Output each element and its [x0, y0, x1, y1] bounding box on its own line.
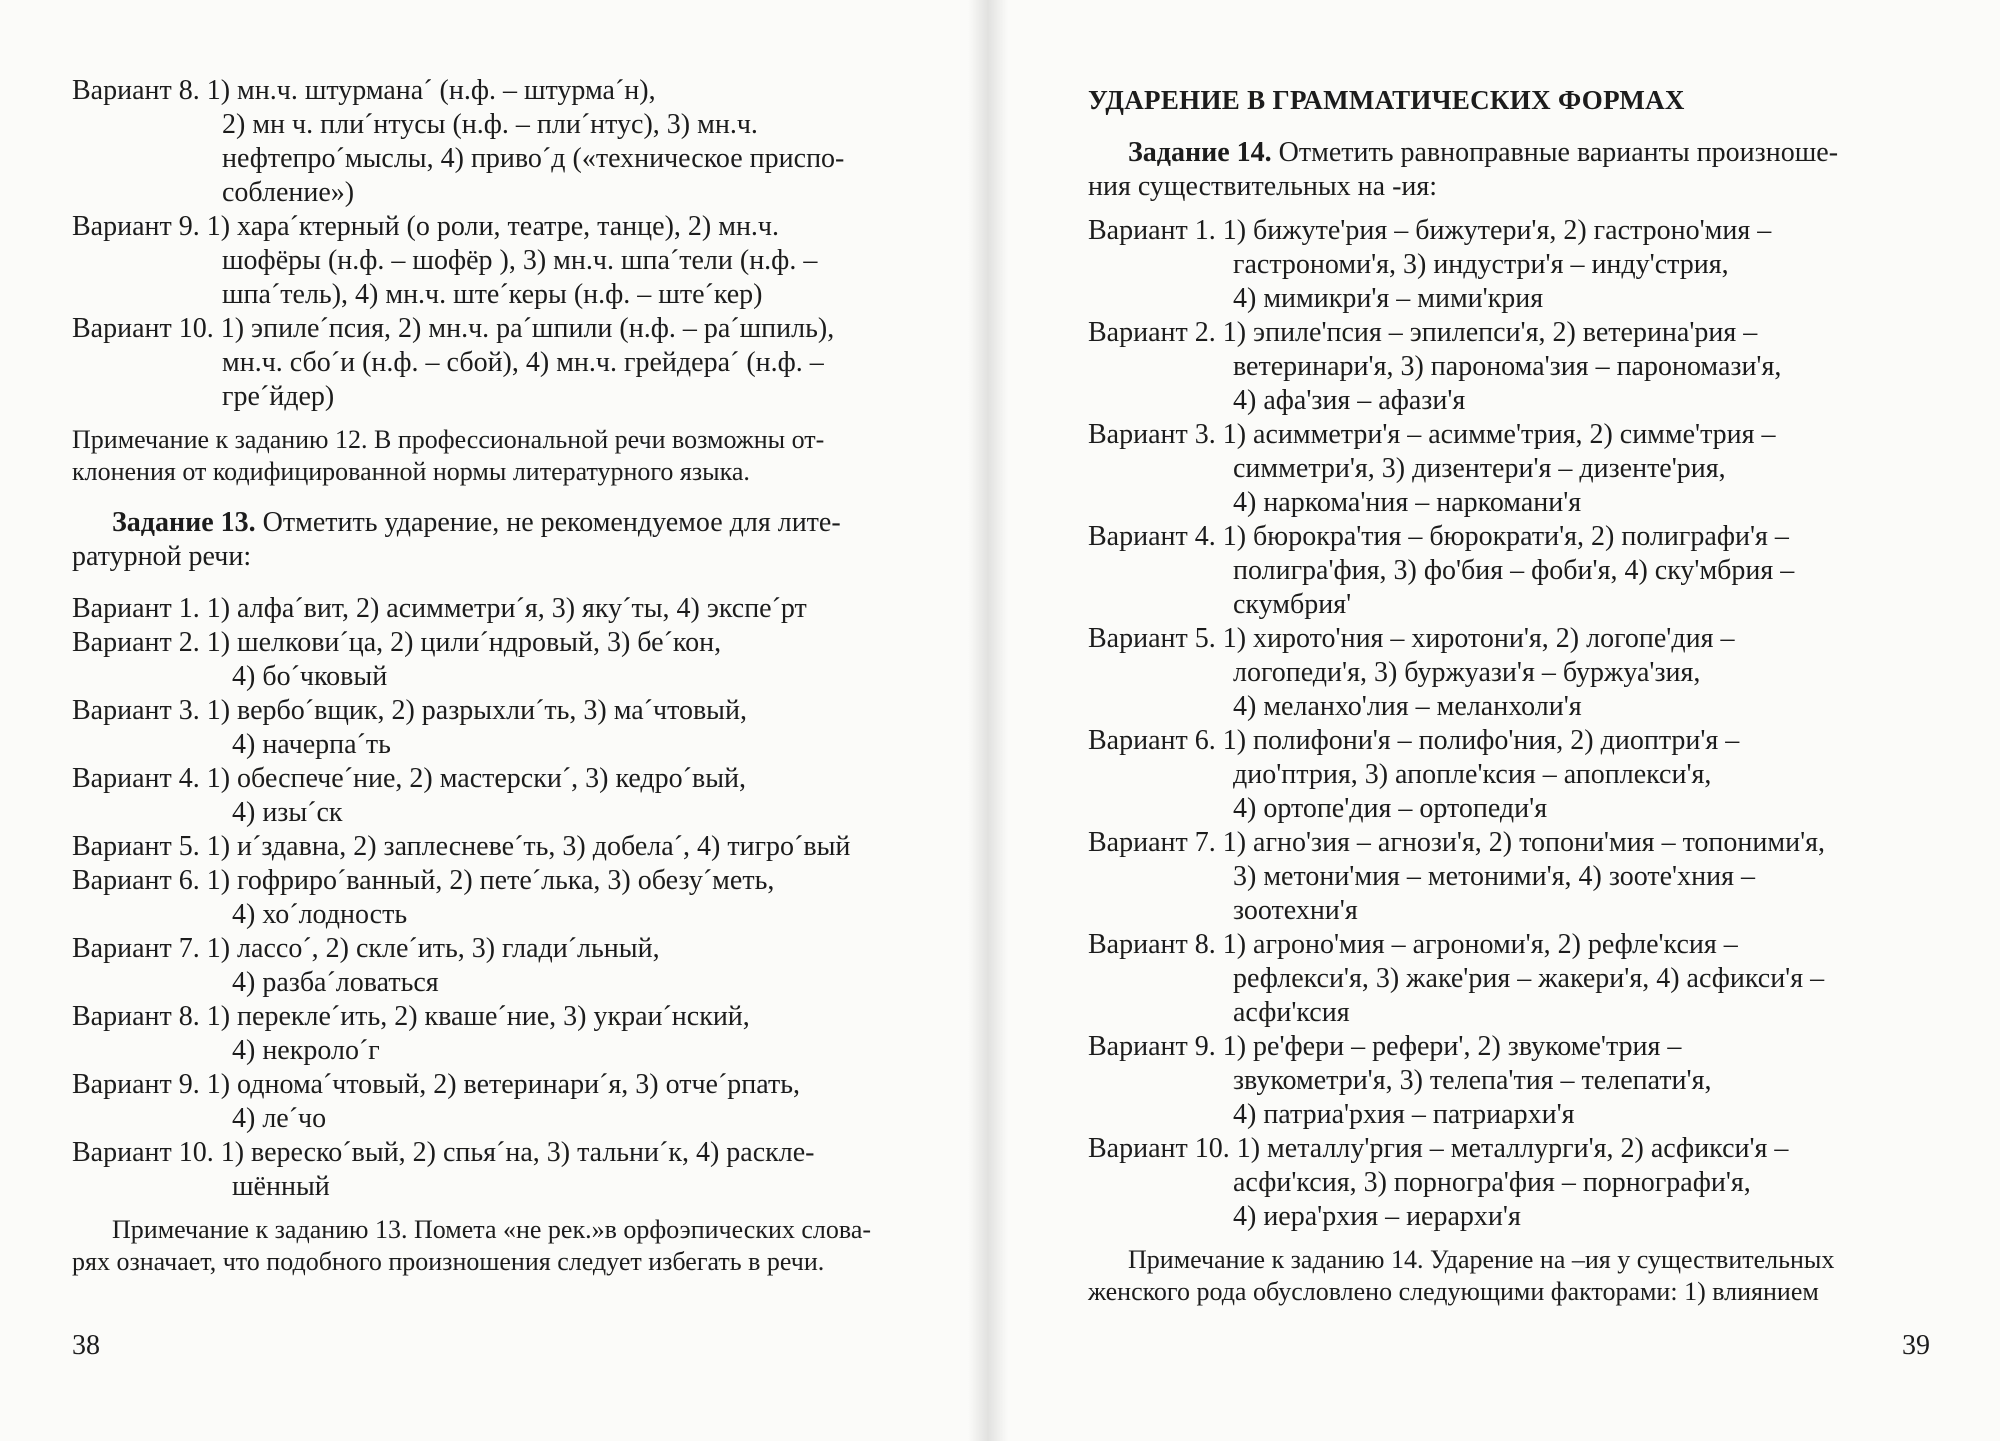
variant-14-line: 3) метони'мия – метоними'я, 4) зооте'хния – [1233, 861, 1755, 892]
variant-line: нефтепро´мыслы, 4) приво´д («техническое приспо- [222, 143, 845, 174]
variant-line: мн.ч. сбо´и (н.ф. – сбой), 4) мн.ч. грейдера´ (н.ф. – [222, 347, 824, 378]
note-12-line: клонения от кодифицированной нормы литературного языка. [72, 457, 750, 486]
variant-13-line: Вариант 5. 1) и´здавна, 2) заплесневе´ть, 3) добела´, 4) тигро´вый [72, 831, 851, 862]
variant-14-line: Вариант 9. 1) ре'фери – рефери', 2) звукоме'трия – [1088, 1031, 1682, 1062]
variant-14-line: гастрономи'я, 3) индустри'я – инду'стрия, [1233, 249, 1729, 280]
variant-14-line: 4) меланхо'лия – меланхоли'я [1233, 691, 1582, 722]
spacer [1088, 1234, 1930, 1244]
task-13-text-cont: ратурной речи: [72, 541, 252, 572]
variant-14-line: полигра'фия, 3) фо'бия – фоби'я, 4) ску'мбрия – [1233, 555, 1795, 586]
note-14-line: Примечание к заданию 14. Ударение на –ия у существительных [1128, 1245, 1835, 1274]
variant-14-line: 4) афа'зия – афази'я [1233, 385, 1466, 416]
note-13-line: Примечание к заданию 13. Помета «не рек.»в орфоэпических слова- [112, 1215, 872, 1244]
variant-14-line: звукометри'я, 3) телепа'тия – телепати'я, [1233, 1065, 1712, 1096]
variant-13-line: шённый [232, 1171, 330, 1202]
variant-line: Вариант 9. 1) хара´ктерный (о роли, театре, танце), 2) мн.ч. [72, 211, 780, 242]
variant-14-line: Вариант 5. 1) хирото'ния – хиротони'я, 2) логопе'дия – [1088, 623, 1735, 654]
variant-13-line: Вариант 6. 1) гофриро´ванный, 2) пете´лька, 3) обезу´меть, [72, 865, 775, 896]
task-13-label: Задание 13. [112, 507, 256, 538]
variant-line: собление») [222, 177, 355, 208]
variant-14-line: 4) иера'рхия – иерархи'я [1233, 1201, 1521, 1232]
note-13-line: рях означает, что подобного произношения следует избегать в речи. [72, 1247, 825, 1276]
left-page [0, 0, 988, 1441]
variant-line: 2) мн ч. пли´нтусы (н.ф. – пли´нтус), 3) мн.ч. [222, 109, 758, 140]
variant-14-line: ветеринари'я, 3) паронома'зия – парономази'я, [1233, 351, 1782, 382]
variant-13-line: 4) ле´чо [232, 1103, 327, 1134]
variant-13-line: Вариант 10. 1) вереско´вый, 2) спья´на, 3) тальни´к, 4) раскле- [72, 1137, 815, 1168]
book-gutter [968, 0, 1008, 1441]
spacer [72, 488, 928, 506]
variant-line: Вариант 10. 1) эпиле´псия, 2) мн.ч. ра´шпили (н.ф. – ра´шпиль), [72, 313, 835, 344]
note-14-line: женского рода обусловлено следующими факторами: 1) влиянием [1088, 1277, 1819, 1306]
task-13-text: Отметить ударение, не рекомендуемое для лите- [262, 507, 841, 538]
variant-14-line: дио'птрия, 3) апопле'ксия – апоплекси'я, [1233, 759, 1712, 790]
section-heading: УДАРЕНИЕ В ГРАММАТИЧЕСКИХ ФОРМАХ [1088, 85, 1685, 115]
task-13-heading [72, 506, 928, 540]
variant-14-line: 4) ортопе'дия – ортопеди'я [1233, 793, 1548, 824]
variant-14-line: логопеди'я, 3) буржуази'я – буржуа'зия, [1233, 657, 1701, 688]
variant-14-line: 4) наркома'ния – наркомани'я [1233, 487, 1582, 518]
variant-14-line: Вариант 2. 1) эпиле'псия – эпилепси'я, 2) ветерина'рия – [1088, 317, 1758, 348]
variant-13-line: 4) бо´чковый [232, 661, 388, 692]
spacer [72, 414, 928, 424]
page-number-right: 39 [1902, 1330, 1930, 1361]
variant-13-line: Вариант 2. 1) шелкови´ца, 2) цили´ндровый, 3) бе´кон, [72, 627, 722, 658]
variant-13-line: Вариант 9. 1) однома´чтовый, 2) ветеринари´я, 3) отче´рпать, [72, 1069, 800, 1100]
task-14-heading [1088, 136, 1930, 170]
variant-13-line: 4) некроло´г [232, 1035, 380, 1066]
variant-14-line: Вариант 7. 1) агно'зия – агнози'я, 2) топони'мия – топоними'я, [1088, 827, 1826, 858]
task-14-text: Отметить равноправные варианты произноше- [1278, 137, 1839, 168]
variant-13-line: 4) хо´лодность [232, 899, 408, 930]
right-page [988, 0, 2000, 1441]
spacer [1088, 118, 1930, 136]
variant-14-line: Вариант 3. 1) асимметри'я – асимме'трия, 2) симме'трия – [1088, 419, 1776, 450]
spacer [72, 1204, 928, 1214]
variant-13-line: Вариант 4. 1) обеспече´ние, 2) мастерски´, 3) кедро´вый, [72, 763, 747, 794]
variant-14-line: 4) патриа'рхия – патриархи'я [1233, 1099, 1575, 1130]
variant-14-line: 4) мимикри'я – мими'крия [1233, 283, 1544, 314]
variant-14-line: Вариант 1. 1) бижуте'рия – бижутери'я, 2) гастроно'мия – [1088, 215, 1772, 246]
variant-13-line: 4) разба´ловаться [232, 967, 439, 998]
variant-13-line: Вариант 8. 1) перекле´ить, 2) кваше´ние, 3) украи´нский, [72, 1001, 750, 1032]
variant-14-line: Вариант 6. 1) полифони'я – полифо'ния, 2) диоптри'я – [1088, 725, 1740, 756]
variant-line: гре´йдер) [222, 381, 335, 412]
note-12-line: Примечание к заданию 12. В профессиональной речи возможны от- [72, 425, 825, 454]
variant-line: шпа´тель), 4) мн.ч. ште´керы (н.ф. – ште´кер) [222, 279, 763, 310]
variant-14-line: асфи'ксия, 3) порногра'фия – порнографи'я, [1233, 1167, 1751, 1198]
task-14-label: Задание 14. [1128, 137, 1272, 168]
variant-14-line: Вариант 4. 1) бюрокра'тия – бюрократи'я, 2) полиграфи'я – [1088, 521, 1789, 552]
variant-13-line: 4) начерпа´ть [232, 729, 391, 760]
variant-14-line: зоотехни'я [1233, 895, 1358, 926]
variant-14-line: симметри'я, 3) дизентери'я – дизенте'рия, [1233, 453, 1726, 484]
variant-13-line: Вариант 7. 1) лассо´, 2) скле´ить, 3) глади´льный, [72, 933, 660, 964]
variant-line: Вариант 8. 1) мн.ч. штурмана´ (н.ф. – штурма´н), [72, 75, 656, 106]
variant-14-line: скумбрия' [1233, 589, 1352, 620]
variant-14-line: рефлекси'я, 3) жаке'рия – жакери'я, 4) асфикси'я – [1233, 963, 1825, 994]
variant-line: шофёры (н.ф. – шофёр ), 3) мн.ч. шпа´тели (н.ф. – [222, 245, 818, 276]
spacer [1088, 204, 1930, 214]
task-14-text-cont: ния существительных на -ия: [1088, 171, 1438, 202]
variant-13-line: Вариант 3. 1) вербо´вщик, 2) разрыхли´ть, 3) ма´чтовый, [72, 695, 747, 726]
variant-14-line: асфи'ксия [1233, 997, 1350, 1028]
variant-14-line: Вариант 10. 1) металлу'ргия – металлурги'я, 2) асфикси'я – [1088, 1133, 1789, 1164]
page-number-left: 38 [72, 1330, 100, 1361]
spacer [72, 574, 928, 592]
variant-13-line: 4) изы´ск [232, 797, 343, 828]
variant-13-line: Вариант 1. 1) алфа´вит, 2) асимметри´я, 3) яку´ты, 4) экспе´рт [72, 593, 807, 624]
variant-14-line: Вариант 8. 1) агроно'мия – агрономи'я, 2) рефле'ксия – [1088, 929, 1738, 960]
